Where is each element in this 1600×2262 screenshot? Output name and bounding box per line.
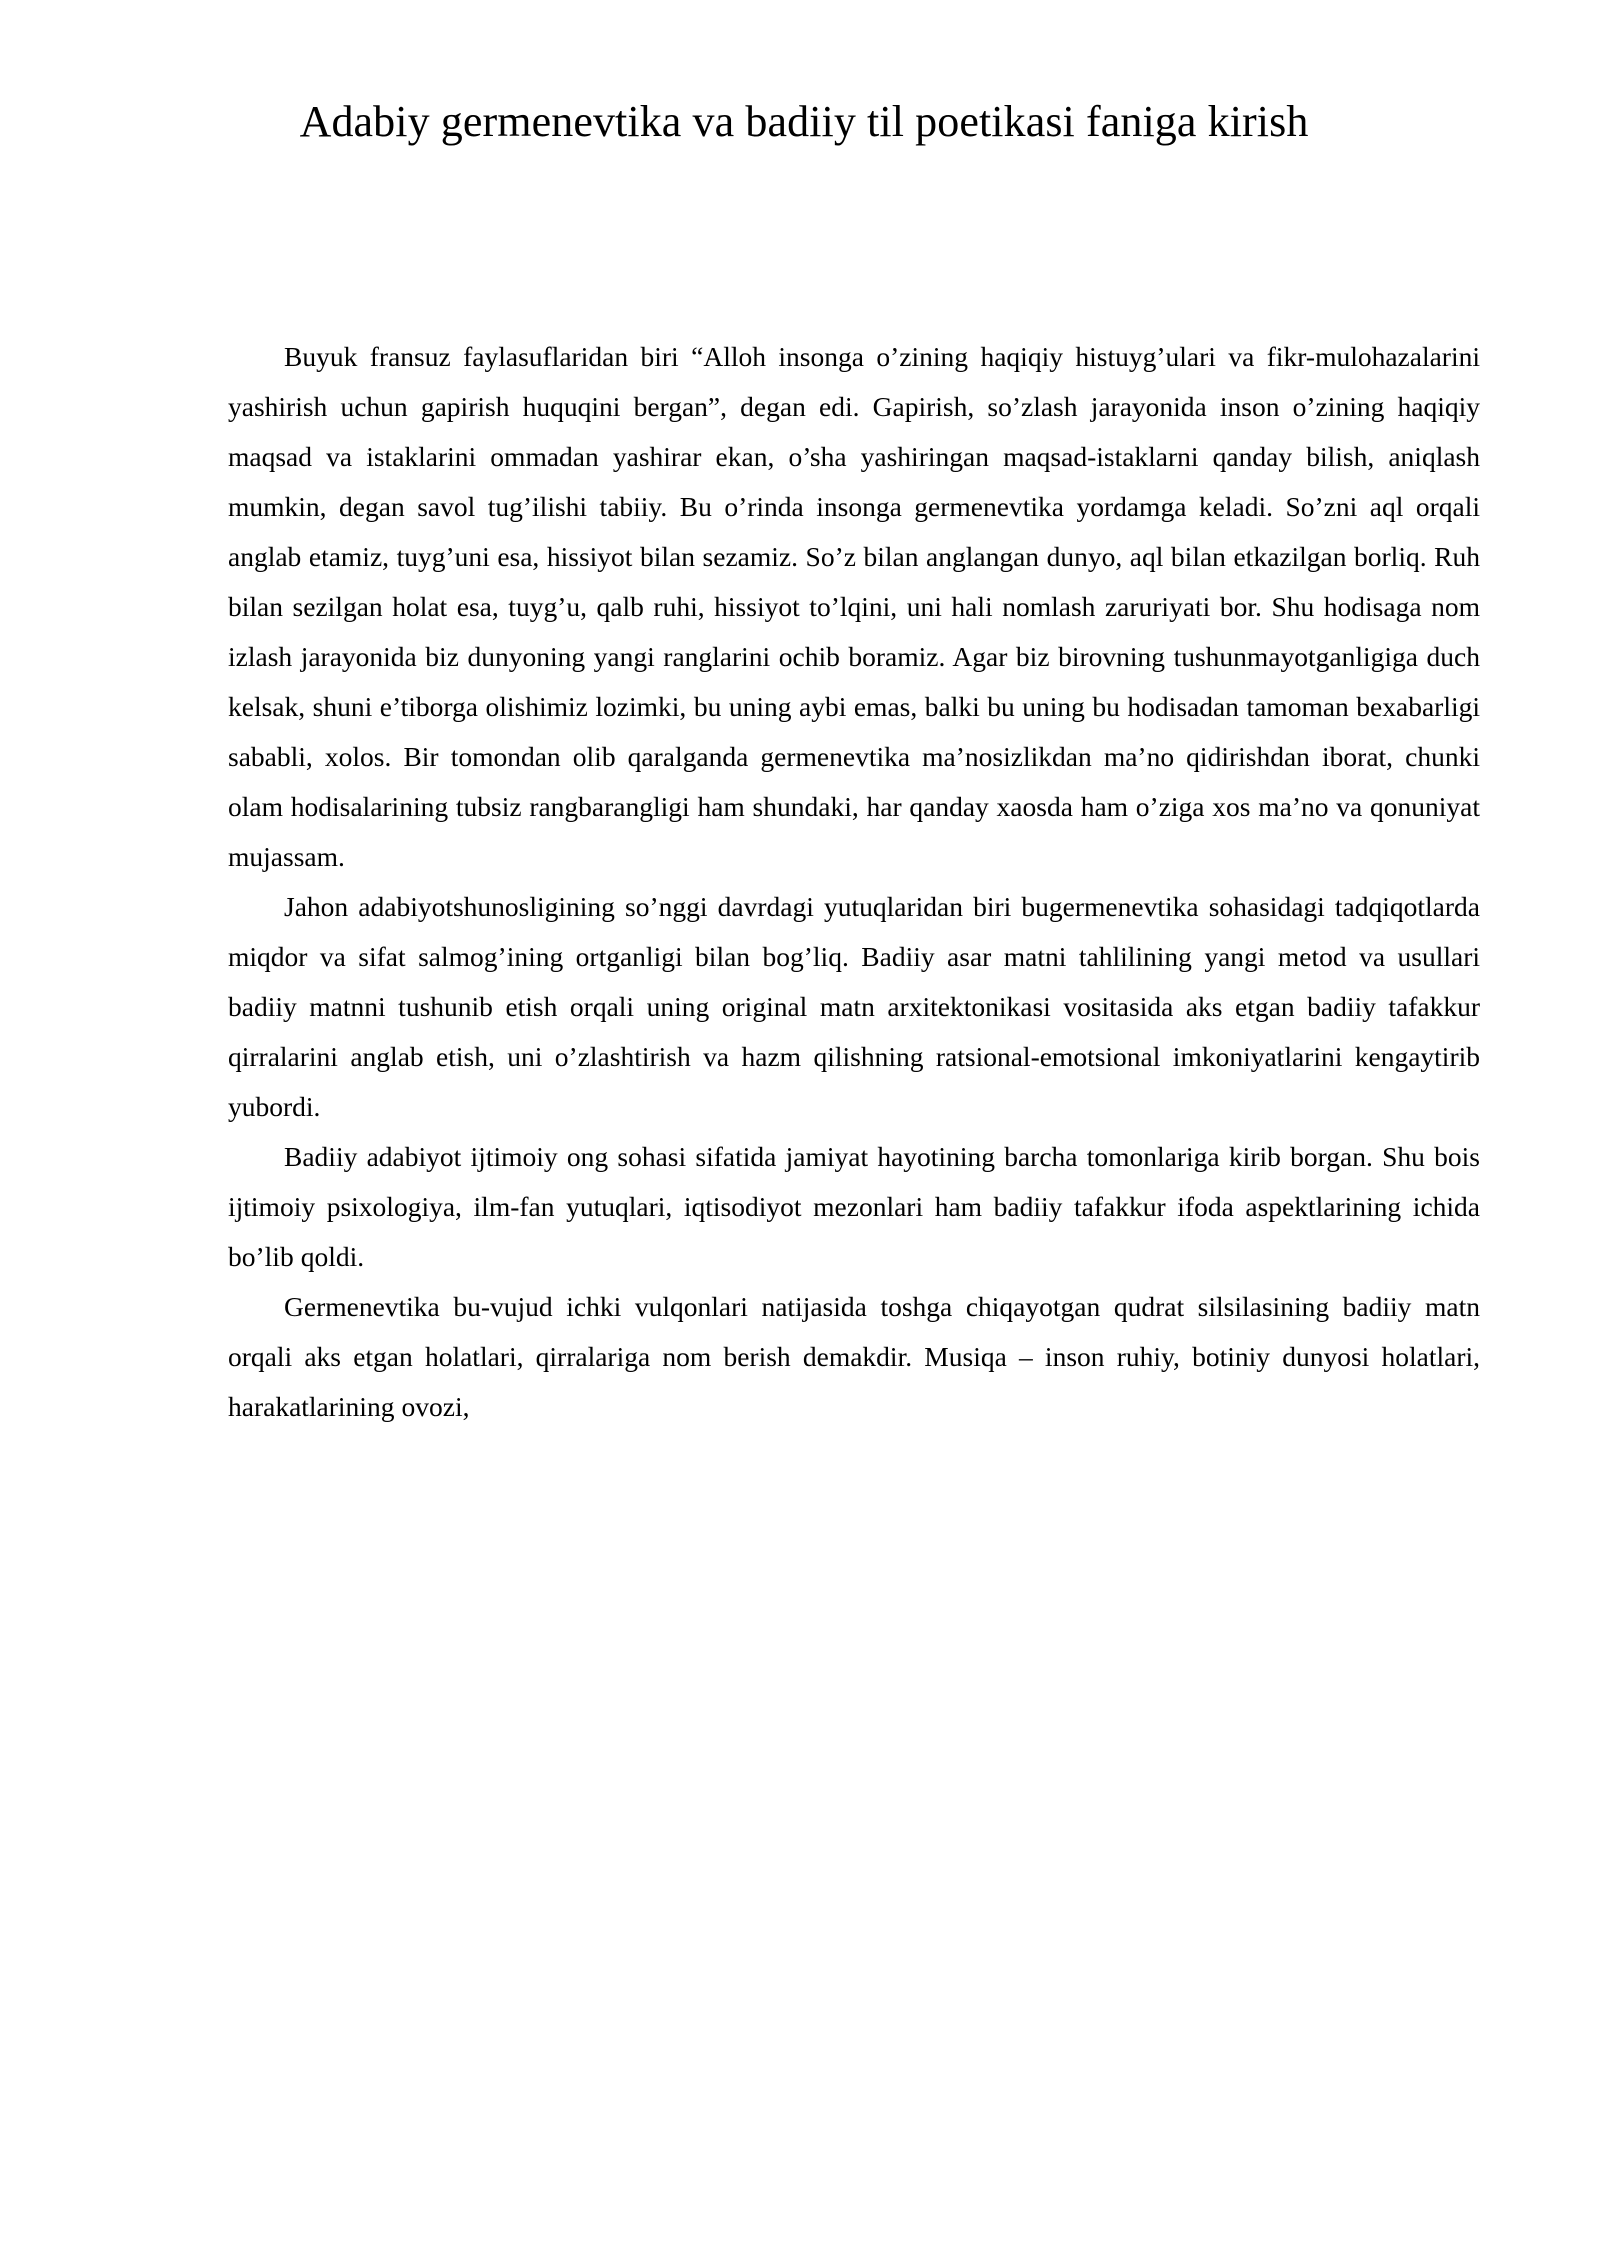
paragraph-2: Jahon adabiyotshunosligining so’nggi davrdagi yutuqlaridan biri bugermenevtika sohasidagi tadqiqotlarda miqdor va sifat salmog’ining ortganligi bilan bog’liq. Badiiy asar matni tahlilining yangi metod va usullari badiiy matnni tushunib etish orqali uning original matn arxitektonikasi vositasida aks etgan badiiy tafakkur qirralarini anglab etish, uni o’zlashtirish va hazm qilishning ratsional-emotsional imkoniyatlarini kengaytirib yubordi. <box>228 891 1480 1122</box>
page-title: Adabiy germenevtika va badiiy til poetikasi faniga kirish <box>299 97 1309 146</box>
document-body <box>228 332 1480 1432</box>
paragraph-3: Badiiy adabiyot ijtimoiy ong sohasi sifatida jamiyat hayotining barcha tomonlariga kirib borgan. Shu bois ijtimoiy psixologiya, ilm-fan yutuqlari, iqtisodiyot mezonlari ham badiiy tafakkur ifoda aspektlarining ichida bo’lib qoldi. <box>228 1141 1480 1272</box>
paragraph-4: Germenevtika bu-vujud ichki vulqonlari natijasida toshga chiqayotgan qudrat silsilasining badiiy matn orqali aks etgan holatlari, qirralariga nom berish demakdir. Musiqa – inson ruhiy, botiniy dunyosi holatlari, harakatlarining ovozi, <box>228 1291 1480 1422</box>
paragraph-1: Buyuk fransuz faylasuflaridan biri “Alloh insonga o’zining haqiqiy histuyg’ulari va fikr-mulohazalarini yashirish uchun gapirish huquqini bergan”, degan edi. Gapirish, so’zlash jarayonida inson o’zining haqiqiy maqsad va istaklarini ommadan yashirar ekan, o’sha yashiringan maqsad-istaklarni qanday bilish, aniqlash mumkin, degan savol tug’ilishi tabiiy. Bu o’rinda insonga germenevtika yordamga keladi. So’zni aql orqali anglab etamiz, tuyg’uni esa, hissiyot bilan sezamiz. So’z bilan anglangan dunyo, aql bilan etkazilgan borliq. Ruh bilan sezilgan holat esa, tuyg’u, qalb ruhi, hissiyot to’lqini, uni hali nomlash zaruriyati bor. Shu hodisaga nom izlash jarayonida biz dunyoning yangi ranglarini ochib boramiz. Agar biz birovning tushunmayotganligiga duch kelsak, shuni e’tiborga olishimiz lozimki, bu uning aybi emas, balki bu uning bu hodisadan tamoman bexabarligi sababli, xolos. Bir tomondan olib qaralganda germenevtika ma’nosizlikdan ma’no qidirishdan iborat, chunki olam hodisalarining tubsiz rangbarangligi ham shundaki, har qanday xaosda ham o’ziga xos ma’no va qonuniyat mujassam. <box>228 341 1480 872</box>
